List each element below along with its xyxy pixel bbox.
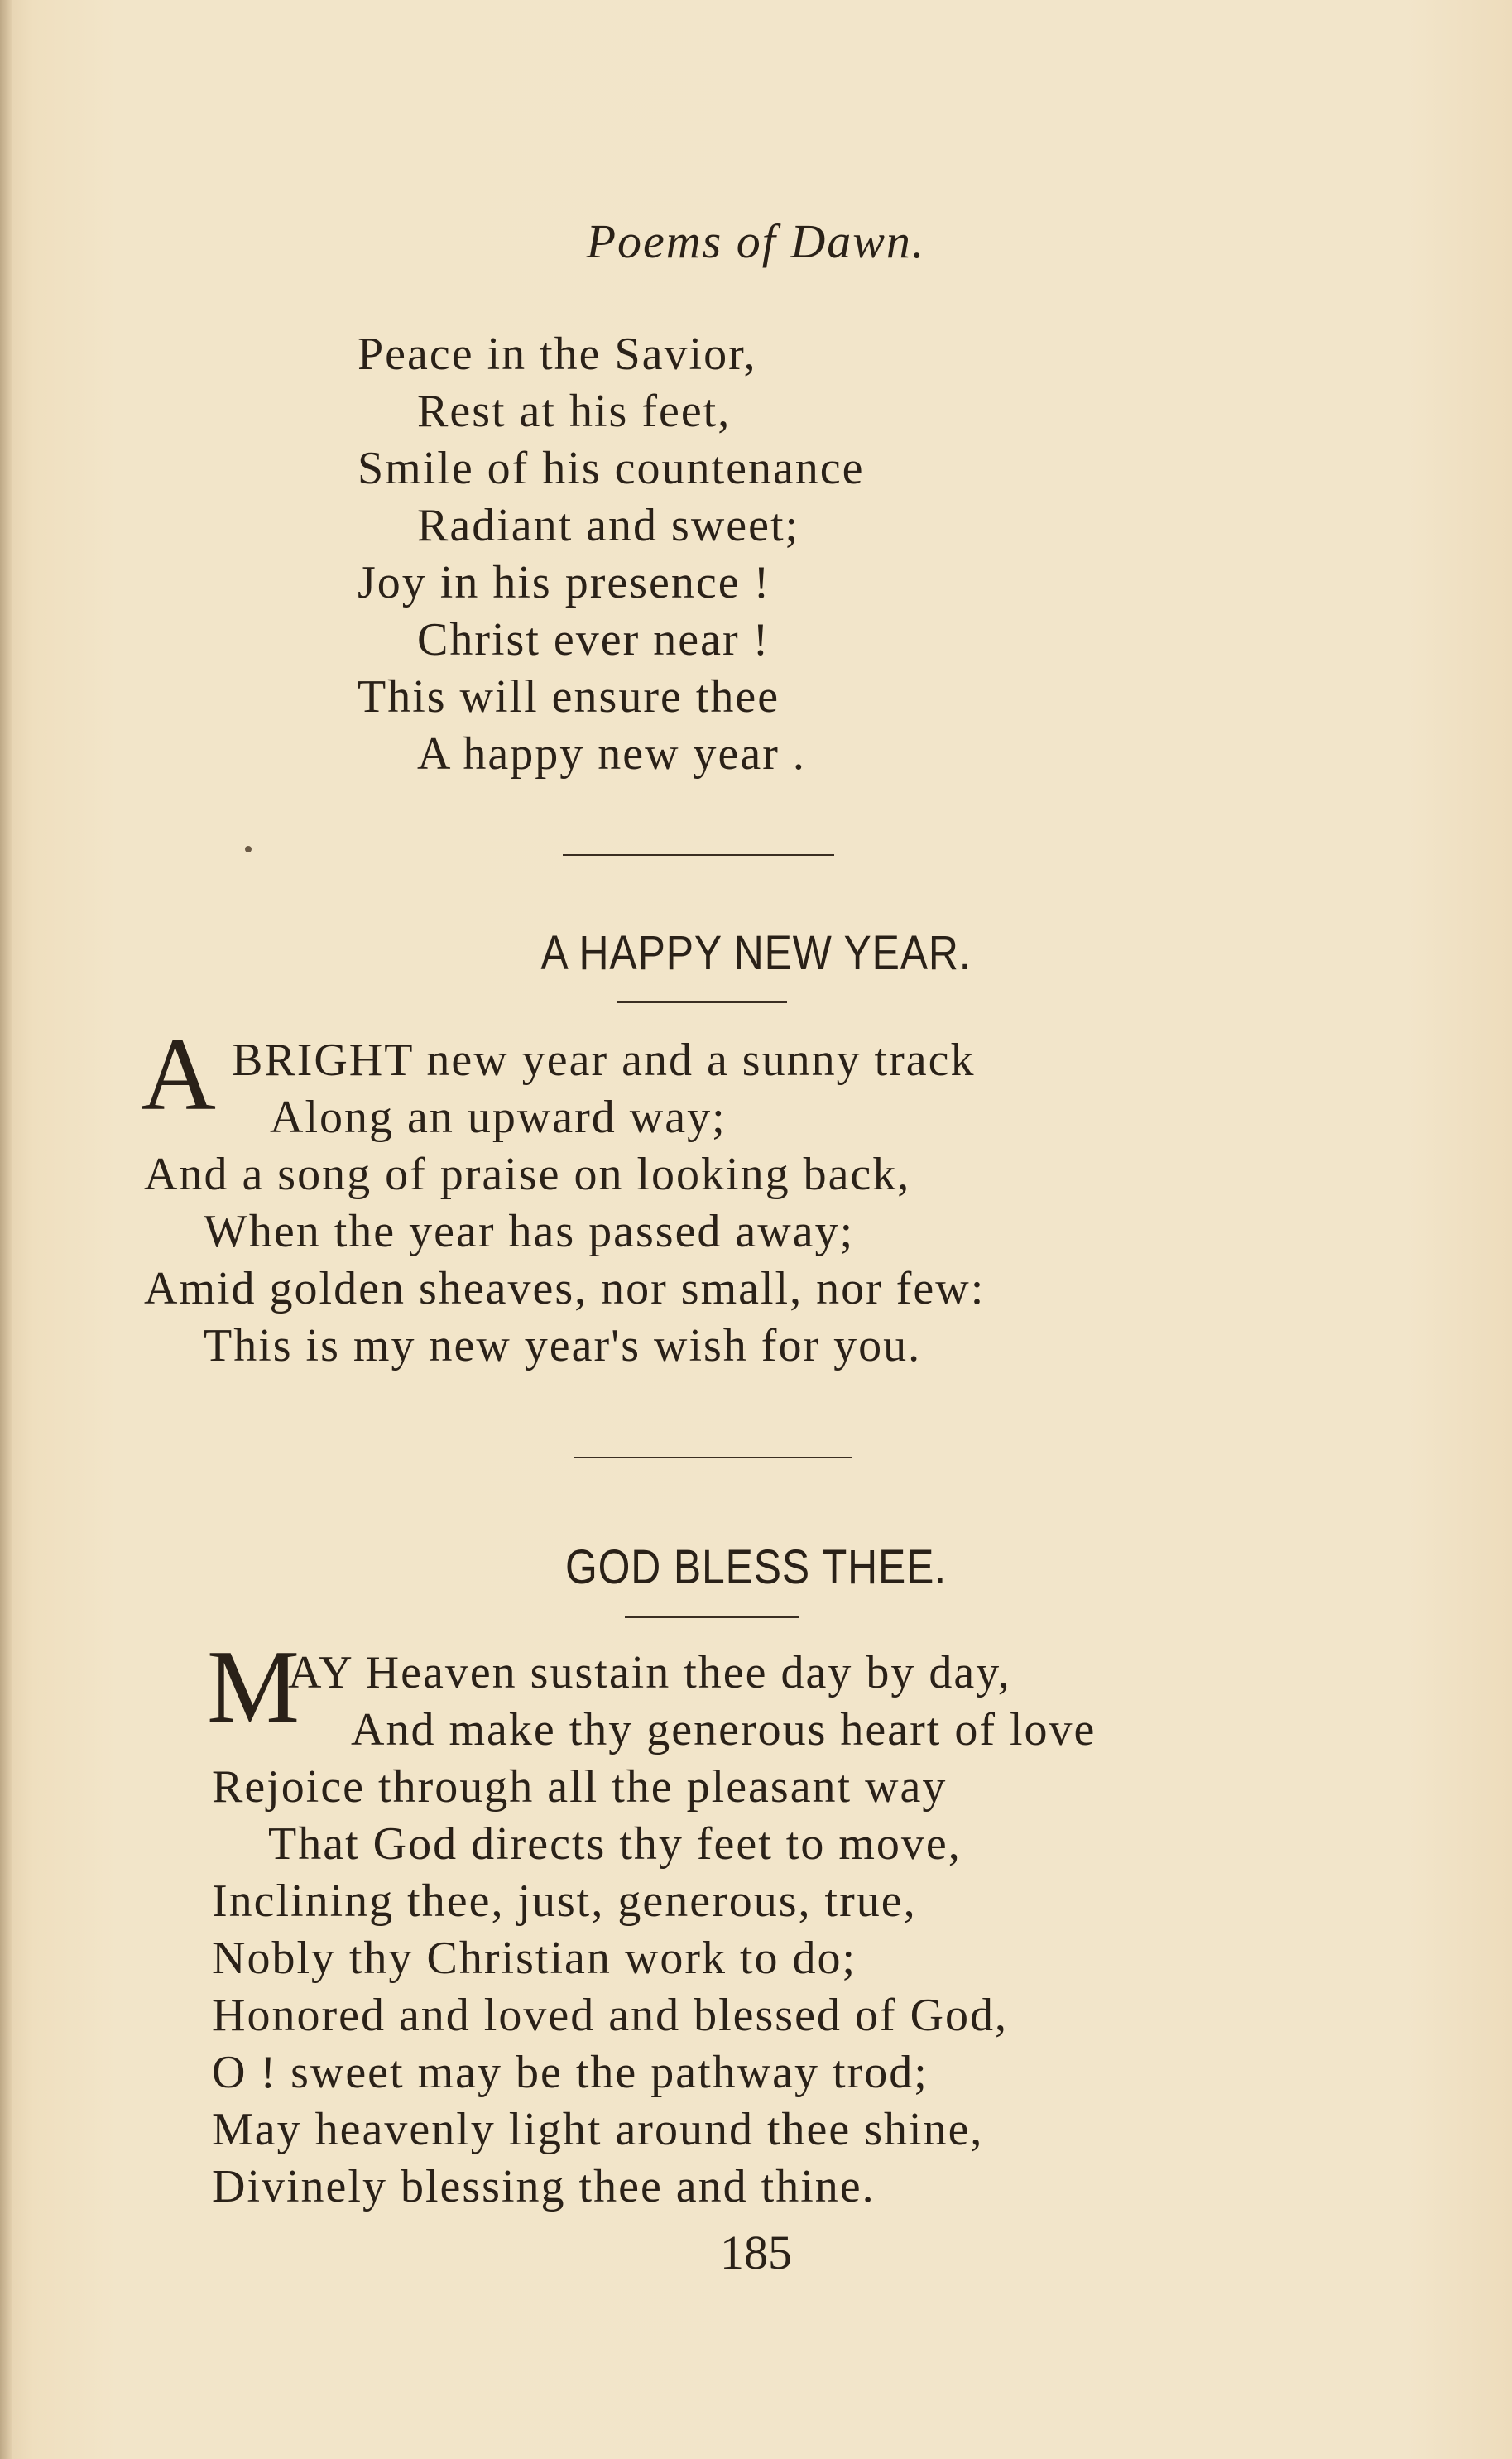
paper-speck bbox=[245, 846, 252, 852]
poem-god-bless-thee bbox=[212, 1645, 1096, 2216]
poem-line: Rejoice through all the pleasant way bbox=[212, 1761, 948, 1813]
poem-line: Honored and loved and blessed of God, bbox=[212, 1990, 1009, 2041]
poem-line: Christ ever near ! bbox=[417, 614, 770, 665]
poem-line: May heavenly light around thee shine, bbox=[212, 2104, 984, 2155]
page-gutter bbox=[0, 0, 12, 2459]
section-divider bbox=[574, 1457, 852, 1458]
poem-line: And make thy generous heart of love bbox=[351, 1704, 1097, 1755]
poem-line: Amid golden sheaves, nor small, nor few: bbox=[144, 1263, 986, 1314]
poem-title: A HAPPY NEW YEAR. bbox=[540, 926, 972, 980]
page-number: 185 bbox=[720, 2226, 792, 2279]
section-divider bbox=[563, 854, 834, 856]
title-underline bbox=[625, 1616, 799, 1618]
poem-line: This will ensure thee bbox=[358, 671, 780, 723]
poem-line: Peace in the Savior, bbox=[358, 329, 757, 380]
drop-cap: M bbox=[207, 1630, 300, 1745]
poem-line: When the year has passed away; bbox=[204, 1206, 855, 1257]
poem-line: And a song of praise on looking back, bbox=[144, 1149, 911, 1200]
title-underline bbox=[617, 1001, 787, 1003]
poem-continued bbox=[358, 326, 865, 783]
poem-title: GOD BLESS THEE. bbox=[564, 1540, 948, 1594]
running-head: Poems of Dawn. bbox=[586, 214, 926, 268]
poem-line: Radiant and sweet; bbox=[417, 500, 800, 551]
poem-line: Nobly thy Christian work to do; bbox=[212, 1933, 857, 1984]
poem-line: Smile of his countenance bbox=[358, 443, 865, 494]
poem-line: That God directs thy feet to move, bbox=[268, 1818, 962, 1870]
poem-line: AY Heaven sustain thee day by day, bbox=[288, 1647, 1011, 1698]
drop-cap: A bbox=[141, 1017, 216, 1132]
poem-line: This is my new year's wish for you. bbox=[204, 1320, 922, 1371]
poem-line: O ! sweet may be the pathway trod; bbox=[212, 2047, 929, 2098]
poem-line: BRIGHT new year and a sunny track bbox=[232, 1035, 976, 1086]
poem-line: Divinely blessing thee and thine. bbox=[212, 2161, 876, 2212]
poem-line: Rest at his feet, bbox=[417, 386, 732, 437]
poem-happy-new-year bbox=[144, 1032, 985, 1375]
poem-line: A happy new year . bbox=[417, 728, 806, 780]
poem-line: Joy in his presence ! bbox=[358, 557, 771, 608]
poem-line: Along an upward way; bbox=[270, 1092, 727, 1143]
poem-line: Inclining thee, just, generous, true, bbox=[212, 1875, 917, 1927]
